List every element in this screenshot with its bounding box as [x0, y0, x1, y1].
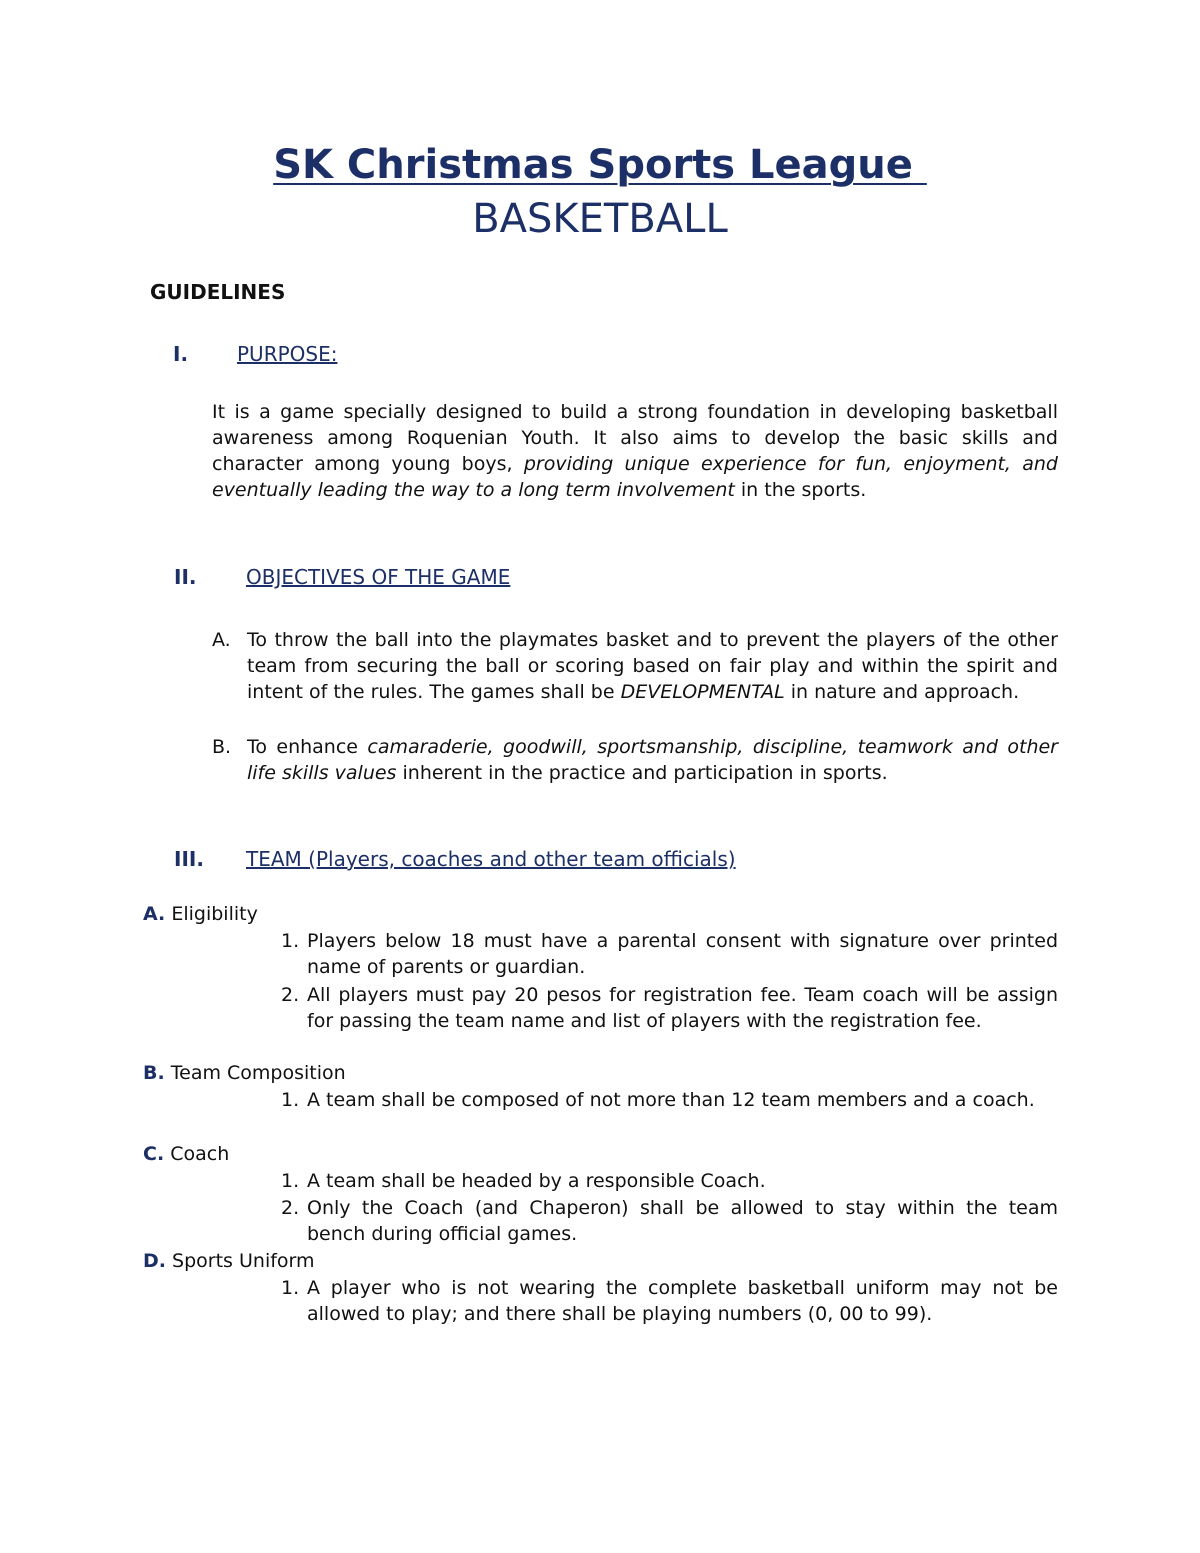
purpose-text-italic: providing unique experience for fun, enjoyment, and eventually leading the way to a long term involvement: [212, 453, 1058, 501]
purpose-text-1: It is a game specially designed to build a strong foundation in developing basketball awareness among Roquenian Youth. It also aims to develop the basic skills and character among young boys,: [212, 401, 1058, 475]
purpose-heading: PURPOSE:: [237, 342, 338, 366]
list-item-text: Players below 18 must have a parental consent with signature over printed name of parents or guardian.: [307, 930, 1058, 978]
list-item: [281, 1275, 1058, 1327]
list-item-number: 1.: [281, 930, 300, 952]
list-item: [281, 1087, 1058, 1113]
section-name: Sports Uniform: [172, 1250, 315, 1272]
objective-item-a: [212, 627, 1058, 705]
list-item-number: 1.: [281, 1170, 300, 1192]
team-heading: TEAM (Players, coaches and other team officials): [246, 847, 736, 871]
section-name: Team Composition: [170, 1062, 346, 1084]
list-item-text: A player who is not wearing the complete basketball uniform may not be allowed to play; and there shall be playing numbers (0, 00 to 99).: [307, 1277, 1058, 1325]
objective-item-a-label: A.: [212, 629, 231, 651]
list-item-number: 2.: [281, 984, 300, 1006]
objective-item-b-text-1: To enhance: [247, 736, 368, 758]
objective-item-a-text-1: To throw the ball into the playmates basket and to prevent the players of the other team from securing the ball or scoring based on fair play and within the spirit and intent of the rules. The games shall be: [247, 629, 1058, 703]
team-section-composition: [143, 1060, 346, 1086]
section-name: Coach: [170, 1143, 230, 1165]
objectives-heading: OBJECTIVES OF THE GAME: [246, 565, 511, 589]
document-title: SK Christmas Sports League: [273, 142, 927, 188]
objectives-number: II.: [174, 565, 197, 589]
guidelines-heading: GUIDELINES: [150, 280, 286, 304]
section-letter: C.: [143, 1143, 165, 1165]
list-item-number: 2.: [281, 1197, 300, 1219]
list-item-number: 1.: [281, 1089, 300, 1111]
document-subtitle: BASKETBALL: [472, 196, 728, 242]
list-item: [281, 1195, 1058, 1247]
objective-item-a-italic: DEVELOPMENTAL: [620, 681, 785, 703]
objective-item-a-text-2: in nature and approach.: [784, 681, 1020, 703]
section-letter: B.: [143, 1062, 165, 1084]
list-item-number: 1.: [281, 1277, 300, 1299]
section-letter: D.: [143, 1250, 166, 1272]
section-name: Eligibility: [171, 903, 258, 925]
objective-item-b-text-2: inherent in the practice and participation in sports.: [396, 762, 888, 784]
list-item: [281, 1168, 1058, 1194]
team-section-uniform: [143, 1248, 315, 1274]
purpose-number: I.: [173, 342, 189, 366]
list-item: [281, 928, 1058, 980]
team-number: III.: [174, 847, 204, 871]
team-section-eligibility: [143, 901, 258, 927]
purpose-paragraph: [212, 399, 1058, 503]
purpose-text-2: in the sports.: [734, 479, 867, 501]
objective-item-b-label: B.: [212, 736, 232, 758]
section-letter: A.: [143, 903, 166, 925]
list-item-text: A team shall be headed by a responsible Coach.: [307, 1170, 766, 1192]
list-item-text: All players must pay 20 pesos for registration fee. Team coach will be assign for passing the team name and list of players with the registration fee.: [307, 984, 1058, 1032]
team-section-coach: [143, 1141, 229, 1167]
list-item: [281, 982, 1058, 1034]
objective-item-b-italic: camaraderie, goodwill, sportsmanship, discipline, teamwork and other life skills values: [247, 736, 1058, 784]
list-item-text: Only the Coach (and Chaperon) shall be allowed to stay within the team bench during official games.: [307, 1197, 1058, 1245]
list-item-text: A team shall be composed of not more than 12 team members and a coach.: [307, 1089, 1035, 1111]
objective-item-b: [212, 734, 1058, 786]
